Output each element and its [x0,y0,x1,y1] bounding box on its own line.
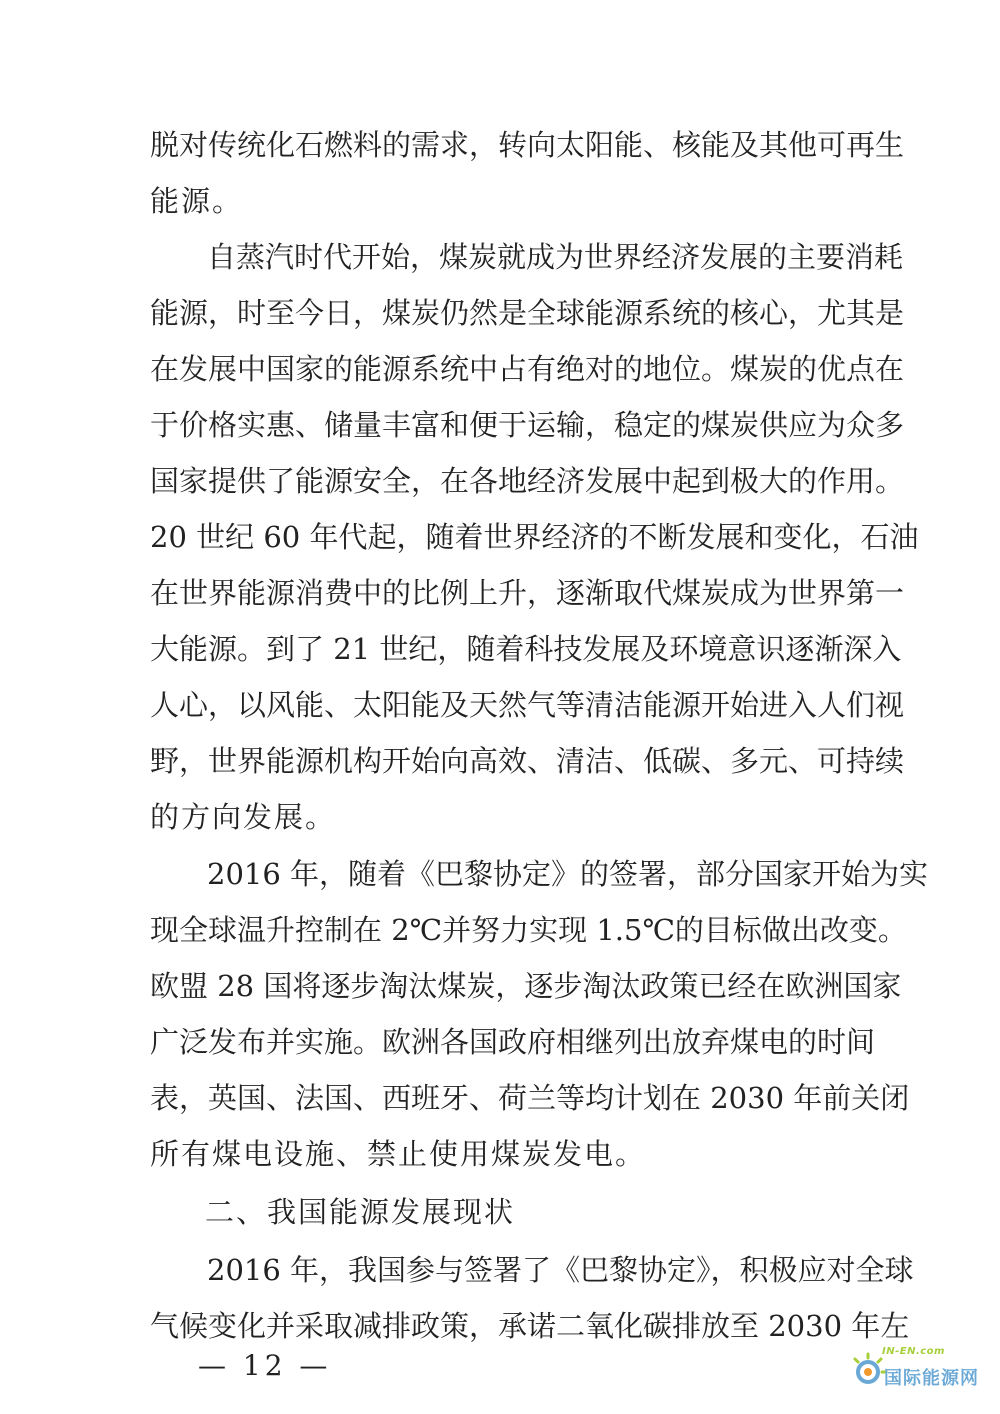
paragraph-line: 现全球温升控制在 2℃并努力实现 1.5℃的目标做出改变。 [150,913,907,947]
paragraph-line: 2016 年，随着《巴黎协定》的签署，部分国家开始为实 [207,857,929,891]
paragraph-line: 2016 年，我国参与签署了《巴黎协定》，积极应对全球 [207,1253,914,1287]
paragraph-line: 人心，以风能、太阳能及天然气等清洁能源开始进入人们视 [150,688,905,722]
section-heading: 二、我国能源发展现状 [205,1195,516,1229]
paragraph-line: 能源。 [150,184,244,218]
paragraph-line: 表，英国、法国、西班牙、荷兰等均计划在 2030 年前关闭 [150,1081,910,1115]
page-number: — 12 — [198,1349,332,1382]
paragraph-line: 能源，时至今日，煤炭仍然是全球能源系统的核心，尤其是 [150,296,905,330]
paragraph-line: 广泛发布并实施。欧洲各国政府相继列出放弃煤电的时间 [150,1025,876,1059]
paragraph-line: 在世界能源消费中的比例上升，逐渐取代煤炭成为世界第一 [150,576,905,610]
paragraph-line: 自蒸汽时代开始，煤炭就成为世界经济发展的主要消耗 [207,240,904,274]
paragraph-line: 于价格实惠、储量丰富和便于运输，稳定的煤炭供应为众多 [150,408,905,442]
paragraph-line: 脱对传统化石燃料的需求，转向太阳能、核能及其他可再生 [150,128,905,162]
watermark-domain: IN-EN.com [882,1346,945,1357]
paragraph-line: 欧盟 28 国将逐步淘汰煤炭，逐步淘汰政策已经在欧洲国家 [150,969,902,1003]
paragraph-line: 气候变化并采取减排政策，承诺二氧化碳排放至 2030 年左 [150,1309,910,1343]
watermark-name: 国际能源网 [884,1368,979,1389]
paragraph-line: 在发展中国家的能源系统中占有绝对的地位。煤炭的优点在 [150,352,905,386]
paragraph-line: 所有煤电设施、禁止使用煤炭发电。 [150,1137,647,1171]
site-watermark [848,1338,988,1400]
paragraph-line: 20 世纪 60 年代起，随着世界经济的不断发展和变化，石油 [150,520,919,554]
paragraph-line: 国家提供了能源安全，在各地经济发展中起到极大的作用。 [150,464,905,498]
paragraph-line: 野，世界能源机构开始向高效、清洁、低碳、多元、可持续 [150,744,905,778]
paragraph-line: 的方向发展。 [150,800,337,834]
sun-logo-icon [848,1352,888,1392]
paragraph-line: 大能源。到了 21 世纪，随着科技发展及环境意识逐渐深入 [150,632,902,666]
